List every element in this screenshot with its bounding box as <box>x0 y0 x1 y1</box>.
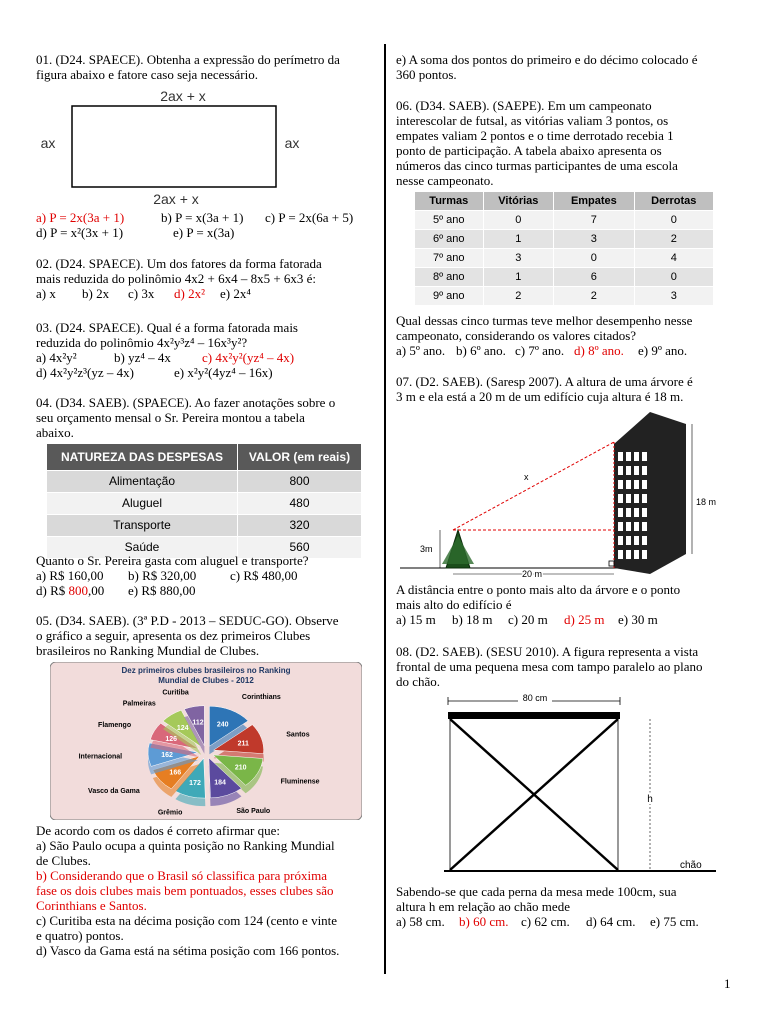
teams-cell: 9º ano <box>415 287 484 306</box>
q06-option-b[interactable]: b) 6º ano. <box>456 343 506 358</box>
q08-option-b[interactable]: b) 60 cm. <box>459 914 509 929</box>
teams-header-derrotas: Derrotas <box>634 192 713 211</box>
pie-value-label: 172 <box>189 780 201 788</box>
teams-cell: 5º ano <box>415 211 484 230</box>
q08-option-e[interactable]: e) 75 cm. <box>650 914 699 929</box>
q06-line5: números das cinco turmas participantes de uma escola <box>396 158 678 173</box>
expenses-table <box>46 443 362 559</box>
fig-right-label: ax <box>284 135 300 151</box>
q06-option-a[interactable]: a) 5º ano. <box>396 343 446 358</box>
hypotenuse-line <box>453 442 614 530</box>
clubs-pie-chart <box>50 662 362 820</box>
q05-option-e-line1: e) A soma dos pontos do primeiro e do décimo colocado é <box>396 52 698 67</box>
q08-option-d[interactable]: d) 64 cm. <box>586 914 636 929</box>
pie-value-label: 210 <box>234 764 247 772</box>
q02-option-d[interactable]: d) 2x² <box>174 286 205 301</box>
building-window <box>634 494 639 503</box>
q05-options <box>36 823 373 958</box>
q01-option-e[interactable]: e) P = x(3a) <box>173 225 235 240</box>
q06-option-c[interactable]: c) 7º ano. <box>515 343 565 358</box>
q04-line3: abaixo. <box>36 425 74 440</box>
pie-value-label: 240 <box>216 721 229 729</box>
pie-category-label: Fluminense <box>280 778 320 786</box>
q03-option-b[interactable]: b) yz⁴ – 4x <box>114 350 171 365</box>
q04-question <box>36 553 376 598</box>
building-window <box>642 452 647 461</box>
rectangle-shape <box>72 106 276 187</box>
teams-header-empates: Empates <box>554 192 634 211</box>
expenses-header-nature: NATUREZA DAS DESPESAS <box>47 444 238 471</box>
teams-cell: 7 <box>554 211 634 230</box>
teams-cell: 3 <box>634 287 713 306</box>
q06-question-line2: campeonato, considerando os valores citados? <box>396 328 637 343</box>
q02-option-b[interactable]: b) 2x <box>82 286 110 301</box>
expenses-cell: 480 <box>238 493 362 515</box>
pie-value-label: 112 <box>192 719 204 727</box>
teams-cell: 3 <box>554 230 634 249</box>
question-04 <box>36 395 373 440</box>
q07-line1: 07. (D2. SAEB). (Saresp 2007). A altura de uma árvore é <box>396 374 693 389</box>
teams-cell: 7º ano <box>415 249 484 268</box>
pie-category-label: Flamengo <box>98 721 132 729</box>
question-02 <box>36 256 373 301</box>
label-x: x <box>524 472 529 482</box>
building-icon <box>614 412 686 574</box>
pie-category-label: Palmeiras <box>122 700 156 708</box>
q05-line3: brasileiros no Ranking Mundial de Clubes. <box>36 643 260 658</box>
q08-question-line2: altura h em relação ao chão mede <box>396 899 570 914</box>
teams-cell: 0 <box>483 211 554 230</box>
building-window <box>618 452 623 461</box>
q03-option-a[interactable]: a) 4x²y² <box>36 350 77 365</box>
building-window <box>626 536 631 545</box>
q06-line4: ponto de participação. A tabela abaixo apresenta os <box>396 143 662 158</box>
rectangle-figure <box>36 86 376 210</box>
expenses-cell: Transporte <box>47 515 238 537</box>
q05-option-a-line2[interactable]: de Clubes. <box>36 853 91 868</box>
building-window <box>642 536 647 545</box>
q04-option-b[interactable]: b) R$ 320,00 <box>128 568 197 583</box>
q06-line2: interescolar de futsal, as vitórias valiam 3 pontos, os <box>396 113 669 128</box>
q05-option-e-line2: 360 pontos. <box>396 67 457 82</box>
expenses-cell: Aluguel <box>47 493 238 515</box>
q05-option-c-line2[interactable]: e quatro) pontos. <box>36 928 124 943</box>
q07-line2: 3 m e ela está a 20 m de um edifício cuja altura é 18 m. <box>396 389 684 404</box>
teams-cell: 1 <box>483 230 554 249</box>
teams-cell: 2 <box>634 230 713 249</box>
building-window <box>626 550 631 559</box>
building-window <box>634 508 639 517</box>
building-window <box>634 522 639 531</box>
expenses-header-value: VALOR (em reais) <box>238 444 362 471</box>
pie-value-label: 162 <box>161 751 173 759</box>
q07-option-e[interactable]: e) 30 m <box>618 612 658 627</box>
building-window <box>618 480 623 489</box>
q01-line2: figura abaixo e fatore caso seja necessário. <box>36 67 258 82</box>
teams-cell: 0 <box>554 249 634 268</box>
building-window <box>634 550 639 559</box>
q05-option-d-line1[interactable]: d) Vasco da Gama está na sétima posição com 166 pontos. <box>36 943 340 958</box>
column-divider <box>384 44 386 974</box>
q05-intro: De acordo com os dados é correto afirmar que: <box>36 823 281 838</box>
building-window <box>642 466 647 475</box>
building-window <box>642 550 647 559</box>
q05-option-b-line2[interactable]: fase os dois clubes mais bem pontuados, esses clubes são <box>36 883 334 898</box>
building-window <box>642 480 647 489</box>
pie-category-label: Internacional <box>78 753 123 761</box>
expenses-cell: 320 <box>238 515 362 537</box>
building-window <box>618 508 623 517</box>
q06-line1: 06. (D34. SAEB). (SAEPE). Em um campeonato <box>396 98 652 113</box>
teams-header-turmas: Turmas <box>415 192 484 211</box>
label-h: h <box>647 794 653 805</box>
q04-option-e[interactable]: e) R$ 880,00 <box>128 583 196 598</box>
expenses-cell: Saúde <box>47 537 238 559</box>
question-07 <box>396 374 732 404</box>
question-08 <box>396 644 732 689</box>
question-06 <box>396 98 732 188</box>
building-window <box>618 536 623 545</box>
q02-option-c[interactable]: c) 3x <box>128 286 155 301</box>
question-05 <box>36 613 373 658</box>
q04-option-d-prefix: d) R$ <box>36 583 69 598</box>
pie-value-label: 184 <box>214 779 226 787</box>
building-window <box>626 494 631 503</box>
q06-option-e[interactable]: e) 9º ano. <box>638 343 688 358</box>
building-window <box>634 536 639 545</box>
pie-value-label: 124 <box>176 724 189 732</box>
pie-category-label: Corinthians <box>241 693 281 701</box>
q07-option-a[interactable]: a) 15 m <box>396 612 436 627</box>
q06-line3: empates valiam 2 pontos e o time derrotado recebia 1 <box>396 128 674 143</box>
q03-option-d[interactable]: d) 4x²y²z³(yz – 4x) <box>36 365 134 380</box>
q08-line2: frontal de uma pequena mesa com tampo paralelo ao plano <box>396 659 703 674</box>
label-3m: 3m <box>420 544 433 554</box>
tabletop <box>448 712 620 719</box>
table-figure <box>396 690 732 880</box>
q01-options <box>36 210 376 240</box>
chart-title-line2: Mundial de Clubes - 2012 <box>158 676 254 685</box>
pie-category-label: São Paulo <box>236 807 271 815</box>
pie-category-label: Santos <box>286 731 310 739</box>
expenses-cell: Alimentação <box>47 471 238 493</box>
teams-cell: 6 <box>554 268 634 287</box>
q08-option-c[interactable]: c) 62 cm. <box>521 914 570 929</box>
building-window <box>626 466 631 475</box>
q03-option-e[interactable]: e) x²y²(4yz⁴ – 16x) <box>174 365 273 380</box>
q05-option-b-line1[interactable]: b) Considerando que o Brasil só classifica para próxima <box>36 868 327 883</box>
q07-option-d[interactable]: d) 25 m <box>564 612 605 627</box>
pie-value-label: 166 <box>169 769 182 777</box>
building-window <box>626 480 631 489</box>
building-window <box>634 452 639 461</box>
q08-option-a[interactable]: a) 58 cm. <box>396 914 445 929</box>
building-window <box>618 550 623 559</box>
label-18m: 18 m <box>696 497 717 507</box>
tree-building-figure <box>396 404 732 580</box>
q06-line6: nesse campeonato. <box>396 173 494 188</box>
q06-question <box>396 313 732 358</box>
building-window <box>642 522 647 531</box>
q01-option-b[interactable]: b) P = x(3a + 1) <box>161 210 244 225</box>
q04-line1: 04. (D34. SAEB). (SPAECE). Ao fazer anotações sobre o <box>36 395 336 410</box>
question-01 <box>36 52 373 82</box>
q05-option-c-line1[interactable]: c) Curitiba esta na décima posição com 124 (cento e vinte <box>36 913 338 928</box>
q01-option-c[interactable]: c) P = 2x(6a + 5) <box>265 210 354 225</box>
q05-option-e[interactable] <box>396 52 732 82</box>
teams-cell: 8º ano <box>415 268 484 287</box>
building-window <box>634 466 639 475</box>
q06-option-d[interactable]: d) 8º ano. <box>574 343 624 358</box>
chart-background <box>50 662 362 820</box>
q07-question-line2: mais alto do edifício é <box>396 597 512 612</box>
q05-option-a-line1[interactable]: a) São Paulo ocupa a quinta posição no Ranking Mundial <box>36 838 335 853</box>
q04-option-d[interactable] <box>36 583 104 598</box>
expenses-cell: 560 <box>238 537 362 559</box>
teams-cell: 0 <box>634 268 713 287</box>
label-20m: 20 m <box>522 569 543 579</box>
q07-option-b[interactable]: b) 18 m <box>452 612 493 627</box>
teams-cell: 1 <box>483 268 554 287</box>
building-window <box>642 508 647 517</box>
q04-line2: seu orçamento mensal o Sr. Pereira montou a tabela <box>36 410 305 425</box>
teams-table <box>414 191 714 306</box>
q02-line1: 02. (D24. SPAECE). Um dos fatores da forma fatorada <box>36 256 322 271</box>
building-window <box>626 508 631 517</box>
pie-category-label: Vasco da Gama <box>88 788 140 796</box>
q05-line1: 05. (D34. SAEB). (3ª P.D - 2013 – SEDUC-GO). Observe <box>36 613 339 628</box>
q02-line2: mais reduzida do polinômio 4x2 + 6x4 – 8x5 + 6x3 é: <box>36 271 317 286</box>
chart-title-line1: Dez primeiros clubes brasileiros no Ranking <box>121 666 291 675</box>
page-number: 1 <box>724 976 731 991</box>
teams-cell: 3 <box>483 249 554 268</box>
q05-option-b-line3[interactable]: Corinthians e Santos. <box>36 898 147 913</box>
q04-option-a[interactable]: a) R$ 160,00 <box>36 568 104 583</box>
q01-line1: 01. (D24. SPAECE). Obtenha a expressão do perímetro da <box>36 52 340 67</box>
teams-cell: 4 <box>634 249 713 268</box>
building-window <box>618 522 623 531</box>
q05-line2: o gráfico a seguir, apresenta os dez primeiros Clubes <box>36 628 311 643</box>
q06-question-line1: Qual dessas cinco turmas teve melhor desempenho nesse <box>396 313 693 328</box>
label-80cm: 80 cm <box>522 693 548 703</box>
fig-left-label: ax <box>40 135 56 151</box>
teams-header-vitorias: Vitórias <box>483 192 554 211</box>
teams-cell: 6º ano <box>415 230 484 249</box>
q03-option-c[interactable]: c) 4x²y²(yz⁴ – 4x) <box>202 350 295 365</box>
pie-value-label: 126 <box>165 735 178 743</box>
pie-category-label: Curitiba <box>162 689 189 697</box>
expenses-cell: 800 <box>238 471 362 493</box>
q01-option-d[interactable]: d) P = x²(3x + 1) <box>36 225 124 240</box>
q02-option-e[interactable]: e) 2x⁴ <box>220 286 251 301</box>
teams-cell: 2 <box>554 287 634 306</box>
q07-question <box>396 582 732 627</box>
building-window <box>626 522 631 531</box>
pie-category-label: Grêmio <box>157 809 183 817</box>
teams-cell: 0 <box>634 211 713 230</box>
right-angle-mark <box>609 561 614 566</box>
building-window <box>642 494 647 503</box>
building-window <box>634 480 639 489</box>
fig-bottom-label: 2ax + x <box>153 191 199 207</box>
tree-foliage <box>442 536 474 564</box>
label-chao: chão <box>680 860 702 871</box>
q04-question-text: Quanto o Sr. Pereira gasta com aluguel e transporte? <box>36 553 309 568</box>
building-window <box>626 452 631 461</box>
pie-value-label: 211 <box>237 740 249 748</box>
q04-option-d-value: 800 <box>68 583 88 598</box>
building-window <box>618 494 623 503</box>
q08-question <box>396 884 732 929</box>
q08-line1: 08. (D2. SAEB). (SESU 2010). A figura representa a vista <box>396 644 699 659</box>
q08-line3: do chão. <box>396 674 441 689</box>
fig-top-label: 2ax + x <box>160 88 206 104</box>
q04-option-d-suffix: ,00 <box>88 583 105 598</box>
q03-line1: 03. (D24. SPAECE). Qual é a forma fatorada mais <box>36 320 298 335</box>
q03-line2: reduzida do polinômio 4x²y³z⁴ – 16x³y²? <box>36 335 248 350</box>
q07-question-line1: A distância entre o ponto mais alto da árvore e o ponto <box>396 582 681 597</box>
q01-option-a[interactable]: a) P = 2x(3a + 1) <box>36 210 125 225</box>
building-window <box>618 466 623 475</box>
q07-option-c[interactable]: c) 20 m <box>508 612 548 627</box>
q04-option-c[interactable]: c) R$ 480,00 <box>230 568 298 583</box>
q02-option-a[interactable]: a) x <box>36 286 56 301</box>
q08-question-line1: Sabendo-se que cada perna da mesa mede 100cm, sua <box>396 884 677 899</box>
teams-cell: 2 <box>483 287 554 306</box>
question-03 <box>36 320 373 380</box>
